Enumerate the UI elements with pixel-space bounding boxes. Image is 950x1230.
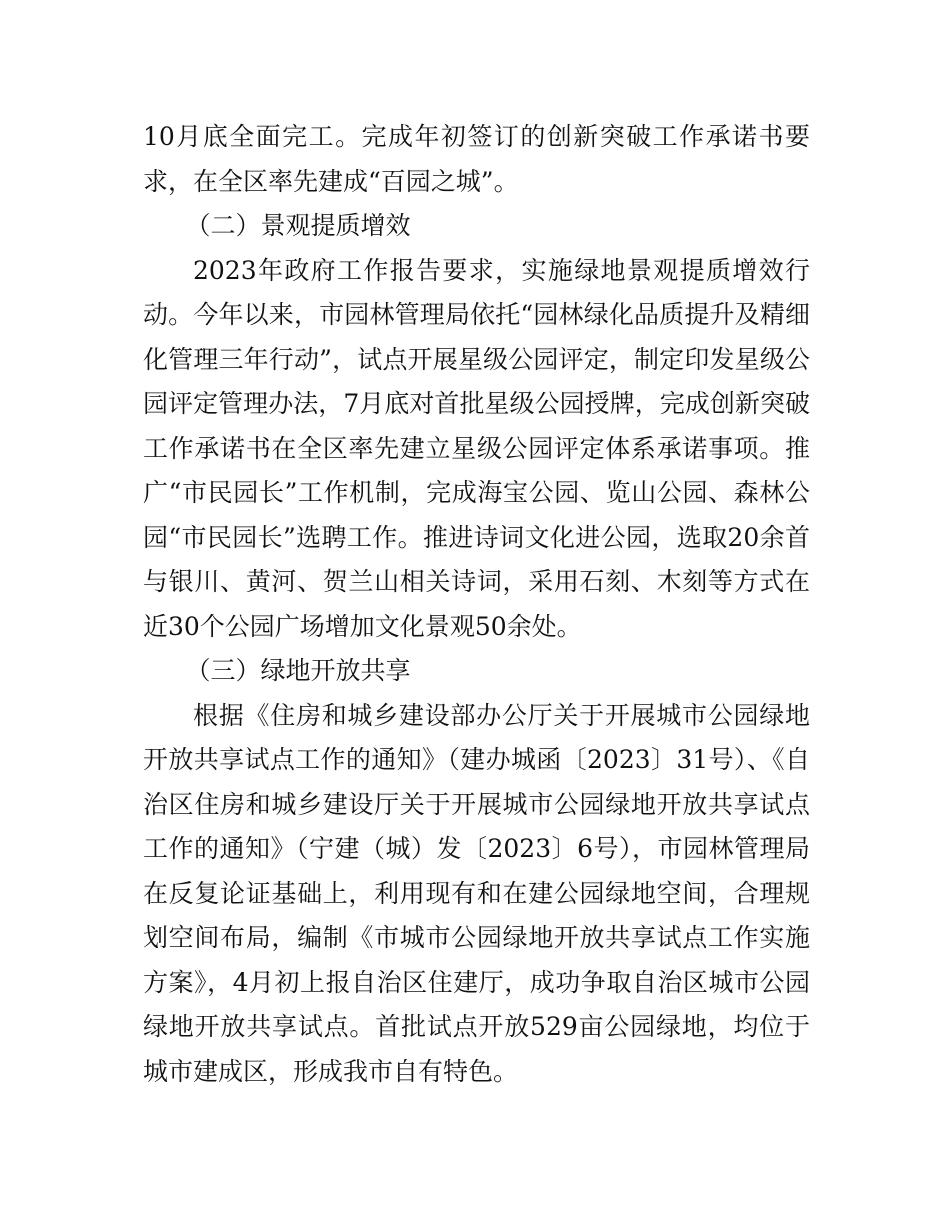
paragraph-green-space-sharing: 根据《住房和城乡建设部办公厅关于开展城市公园绿地开放共享试点工作的通知》（建办城函〔2023〕31号）、《自治区住房和城乡建设厅关于开展城市公园绿地开放共享试点工作的通知》（宁建（城）发〔2023〕6号），市园林管理局在反复论证基础上，利用现有和在建公园绿地空间，合理规划空间布局，编制《市城市公园绿地开放共享试点工作实施方案》，4月初上报自治区住建厅，成功争取自治区城市公园绿地开放共享试点。首批试点开放529亩公园绿地，均位于城市建成区，形成我市自有特色。 xyxy=(143,700,810,1086)
document-body xyxy=(143,115,810,1094)
paragraph-landscape-upgrade: 2023年政府工作报告要求，实施绿地景观提质增效行动。今年以来，市园林管理局依托“园林绿化品质提升及精细化管理三年行动”，试点开展星级公园评定，制定印发星级公园评定管理办法，7月底对首批星级公园授牌，完成创新突破工作承诺书在全区率先建立星级公园评定体系承诺事项。推广“市民园长”工作机制，完成海宝公园、览山公园、森林公园“市民园长”选聘工作。推进诗词文化进公园，选取20余首与银川、黄河、贺兰山相关诗词，采用石刻、木刻等方式在近30个公园广场增加文化景观50余处。 xyxy=(143,255,810,641)
paragraph-continuation: 10月底全面完工。完成年初签订的创新突破工作承诺书要求，在全区率先建成“百园之城”。 xyxy=(143,122,810,196)
section-heading-2: （二）景观提质增效 xyxy=(185,211,411,240)
section-heading-3: （三）绿地开放共享 xyxy=(185,656,411,685)
